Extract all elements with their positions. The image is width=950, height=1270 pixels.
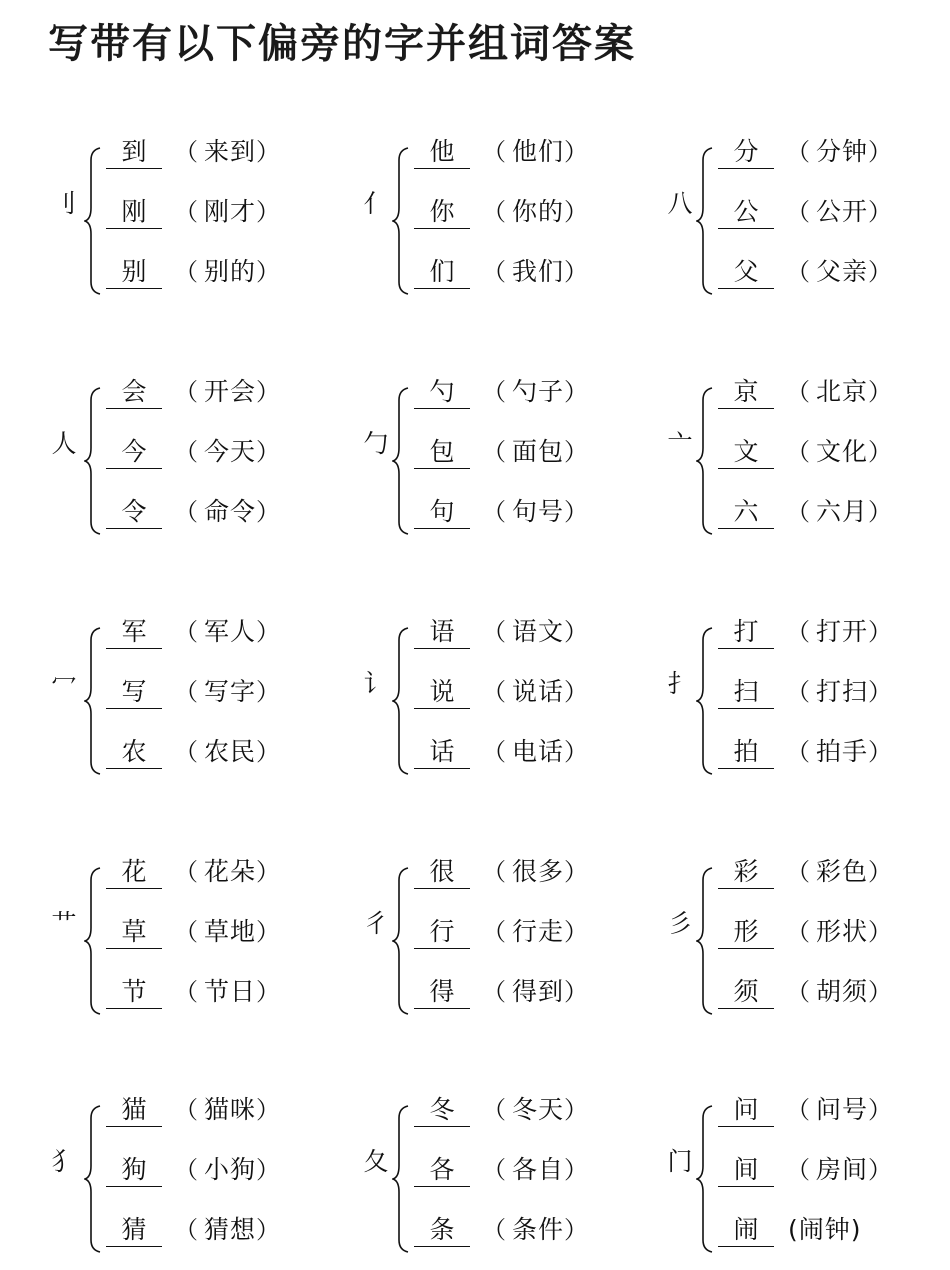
open-paren: （ [786,1156,810,1184]
answer-character: 彩 [718,856,774,889]
example-word: 他们 [512,137,565,166]
close-paren: ） [564,1216,589,1244]
answer-character: 刚 [106,196,162,229]
open-paren: （ [482,678,506,706]
character-row [414,970,588,1014]
example-word: 各自 [512,1155,565,1184]
answer-character: 勺 [414,376,470,409]
close-paren: ） [564,858,589,886]
close-paren: ） [564,498,589,526]
open-paren: （ [482,738,506,766]
answer-character: 各 [414,1154,470,1187]
answer-character: 条 [414,1214,470,1247]
radical-label: 夂 [363,1147,389,1176]
radical-label: 犭 [51,1147,77,1176]
open-paren: （ [482,858,506,886]
character-row [106,970,280,1014]
character-row [106,1148,280,1192]
character-row [718,850,892,894]
close-paren: ） [868,678,893,706]
answer-character: 分 [718,136,774,169]
answer-character: 写 [106,676,162,709]
close-paren: ） [256,918,281,946]
character-row [718,190,892,234]
open-paren: （ [482,498,506,526]
open-paren: （ [482,1156,506,1184]
character-row [414,610,588,654]
answer-character: 包 [414,436,470,469]
example-word: 得到 [512,977,565,1006]
radical-group [660,852,950,1032]
example-word: 说话 [512,677,565,706]
radical-group [660,132,950,312]
radical-group [356,132,656,312]
example-word: 句号 [512,497,565,526]
curly-brace [696,1104,716,1254]
close-paren: ） [868,918,893,946]
answer-character: 父 [718,256,774,289]
character-row [414,670,588,714]
character-row [414,130,588,174]
character-row [414,430,588,474]
open-paren: （ [482,618,506,646]
curly-brace [392,1104,412,1254]
character-row [414,850,588,894]
example-word: 草地 [204,917,257,946]
example-word: 分钟 [816,137,869,166]
character-row [414,190,588,234]
open-paren: （ [174,378,198,406]
character-row [106,370,280,414]
open-paren: （ [786,978,810,1006]
close-paren: ） [868,438,893,466]
answer-character: 草 [106,916,162,949]
example-word: 勺子 [512,377,565,406]
close-paren: ） [256,378,281,406]
open-paren: （ [482,258,506,286]
character-row [718,430,892,474]
radical-label: 冖 [51,669,77,698]
radical-label: 扌 [667,669,693,698]
radical-label: 刂 [51,189,77,218]
example-word: 开会 [204,377,257,406]
example-word: 猜想 [204,1215,257,1244]
answer-character: 拍 [718,736,774,769]
character-row [718,1148,892,1192]
example-word: 猫咪 [204,1095,257,1124]
close-paren: ） [256,1216,281,1244]
answer-character: 文 [718,436,774,469]
open-paren: （ [786,378,810,406]
radical-group [356,612,656,792]
open-paren: （ [174,918,198,946]
close-paren: ） [256,618,281,646]
radical-group [356,852,656,1032]
curly-brace [696,866,716,1016]
example-word: 冬天 [512,1095,565,1124]
curly-brace [696,386,716,536]
answer-character: 间 [718,1154,774,1187]
open-paren: （ [786,138,810,166]
answer-character: 猜 [106,1214,162,1247]
close-paren: ） [564,138,589,166]
close-paren: ） [868,138,893,166]
close-paren: ） [256,978,281,1006]
example-word: 拍手 [816,737,869,766]
page-title: 写带有以下偏旁的字并组词答案 [48,21,636,67]
close-paren: ） [564,678,589,706]
example-word: 命令 [204,497,257,526]
close-paren: ） [868,1096,893,1124]
radical-label: 勹 [363,429,389,458]
example-word: 别的 [204,257,257,286]
answer-character: 问 [718,1094,774,1127]
character-row [414,730,588,774]
answer-character: 令 [106,496,162,529]
radical-group [48,132,348,312]
answer-character: 打 [718,616,774,649]
character-row [106,850,280,894]
open-paren: （ [174,1156,198,1184]
answer-character: 会 [106,376,162,409]
character-row [414,1088,588,1132]
answer-character: 话 [414,736,470,769]
close-paren: ） [868,618,893,646]
close-paren: ） [868,738,893,766]
open-paren: （ [174,678,198,706]
answer-character: 你 [414,196,470,229]
character-row [718,730,892,774]
curly-brace [392,626,412,776]
example-word: 文化 [816,437,869,466]
radical-label: 亻 [363,189,389,218]
example-word: 房间 [816,1155,869,1184]
radical-group [660,612,950,792]
curly-brace [392,146,412,296]
example-word: 写字 [204,677,257,706]
open-paren: （ [482,138,506,166]
character-row [718,1208,862,1252]
curly-brace [392,866,412,1016]
curly-brace [84,146,104,296]
answer-character: 须 [718,976,774,1009]
curly-brace [392,386,412,536]
open-paren: （ [786,198,810,226]
radical-group [660,1090,950,1270]
example-word: 形状 [816,917,869,946]
open-paren: （ [482,1216,506,1244]
close-paren: ） [868,378,893,406]
answer-character: 狗 [106,1154,162,1187]
answer-character: 今 [106,436,162,469]
answer-character: 行 [414,916,470,949]
open-paren: （ [174,858,198,886]
open-paren: （ [786,918,810,946]
character-row [718,370,892,414]
answer-character: 别 [106,256,162,289]
open-paren: （ [786,858,810,886]
example-word: 问号 [816,1095,869,1124]
answer-character: 们 [414,256,470,289]
character-row [106,1208,280,1252]
close-paren: ） [256,498,281,526]
open-paren: （ [786,258,810,286]
open-paren: （ [174,438,198,466]
answer-character: 句 [414,496,470,529]
character-row [718,250,892,294]
close-paren: ） [868,978,893,1006]
example-word: 语文 [512,617,565,646]
character-row [414,490,588,534]
answer-character: 六 [718,496,774,529]
answer-character: 军 [106,616,162,649]
curly-brace [696,146,716,296]
radical-label: 彳 [363,909,389,938]
open-paren: （ [482,1096,506,1124]
answer-character: 闹 [718,1214,774,1247]
example-word: 公开 [816,197,869,226]
open-paren: （ [482,198,506,226]
answer-character: 很 [414,856,470,889]
character-row [718,1088,892,1132]
example-word: 我们 [512,257,565,286]
close-paren: ） [868,1156,893,1184]
answer-character: 节 [106,976,162,1009]
close-paren: ） [256,1156,281,1184]
close-paren: ） [868,258,893,286]
open-paren: （ [174,738,198,766]
close-paren: ） [256,738,281,766]
close-paren: ） [256,858,281,886]
close-paren: ） [564,378,589,406]
radical-label: 亠 [667,429,693,458]
answer-character: 形 [718,916,774,949]
close-paren: ） [564,738,589,766]
open-paren: （ [174,258,198,286]
character-row [106,190,280,234]
close-paren: ） [564,978,589,1006]
character-row [414,250,588,294]
example-word: 面包 [512,437,565,466]
radical-group [48,1090,348,1270]
example-word: 花朵 [204,857,257,886]
example-word: 打扫 [816,677,869,706]
example-word: 父亲 [816,257,869,286]
radical-label: 八 [667,189,693,218]
close-paren: ） [564,438,589,466]
open-paren: （ [786,498,810,526]
example-word: 条件 [512,1215,565,1244]
answer-character: 得 [414,976,470,1009]
character-row [414,910,588,954]
answer-character: 公 [718,196,774,229]
radical-group [356,372,656,552]
example-word: 胡须 [816,977,869,1006]
close-paren: ） [564,1096,589,1124]
answer-character: 他 [414,136,470,169]
character-row [718,970,892,1014]
radical-group [48,372,348,552]
radical-label: 艹 [51,909,77,938]
character-row [718,130,892,174]
curly-brace [84,626,104,776]
example-word: 彩色 [816,857,869,886]
example-word: 六月 [816,497,869,526]
open-paren: （ [786,678,810,706]
radical-label: 讠 [363,669,389,698]
open-paren: （ [786,618,810,646]
open-paren: （ [482,438,506,466]
close-paren: ） [868,198,893,226]
character-row [106,490,280,534]
character-row [414,1148,588,1192]
answer-character: 冬 [414,1094,470,1127]
close-paren: ） [256,198,281,226]
curly-brace [84,1104,104,1254]
close-paren: ） [564,258,589,286]
radical-label: 门 [667,1147,693,1176]
curly-brace [84,866,104,1016]
radical-group [48,852,348,1032]
character-row [718,610,892,654]
example-word: 刚才 [204,197,257,226]
answer-character: 猫 [106,1094,162,1127]
character-row [414,370,588,414]
example-word: 电话 [512,737,565,766]
curly-brace [84,386,104,536]
radical-label: 彡 [667,909,693,938]
character-row [106,430,280,474]
curly-brace [696,626,716,776]
example-word: 今天 [204,437,257,466]
example-word: (闹钟) [788,1215,862,1244]
character-row [718,910,892,954]
close-paren: ） [256,678,281,706]
open-paren: （ [482,918,506,946]
open-paren: （ [174,1096,198,1124]
open-paren: （ [482,378,506,406]
example-word: 小狗 [204,1155,257,1184]
radical-group [660,372,950,552]
example-word: 来到 [204,137,257,166]
open-paren: （ [174,978,198,1006]
example-word: 北京 [816,377,869,406]
answer-character: 语 [414,616,470,649]
close-paren: ） [256,438,281,466]
open-paren: （ [786,1096,810,1124]
example-word: 你的 [512,197,565,226]
open-paren: （ [174,198,198,226]
close-paren: ） [256,138,281,166]
open-paren: （ [482,978,506,1006]
example-word: 军人 [204,617,257,646]
open-paren: （ [174,138,198,166]
answer-character: 农 [106,736,162,769]
close-paren: ） [868,498,893,526]
character-row [106,130,280,174]
character-row [106,910,280,954]
character-row [106,670,280,714]
open-paren: （ [174,618,198,646]
close-paren: ） [256,258,281,286]
example-word: 打开 [816,617,869,646]
open-paren: （ [174,498,198,526]
character-row [106,610,280,654]
close-paren: ） [564,618,589,646]
answer-character: 到 [106,136,162,169]
character-row [106,250,280,294]
open-paren: （ [786,738,810,766]
open-paren: （ [174,1216,198,1244]
character-row [718,670,892,714]
radical-group [48,612,348,792]
example-word: 农民 [204,737,257,766]
close-paren: ） [564,198,589,226]
close-paren: ） [564,1156,589,1184]
answer-character: 花 [106,856,162,889]
answer-character: 扫 [718,676,774,709]
example-word: 行走 [512,917,565,946]
example-word: 很多 [512,857,565,886]
answer-character: 京 [718,376,774,409]
close-paren: ） [564,918,589,946]
character-row [718,490,892,534]
character-row [106,1088,280,1132]
example-word: 节日 [204,977,257,1006]
character-row [106,730,280,774]
radical-group [356,1090,656,1270]
close-paren: ） [868,858,893,886]
radical-label: 人 [51,429,77,458]
open-paren: （ [786,438,810,466]
character-row [414,1208,588,1252]
close-paren: ） [256,1096,281,1124]
answer-character: 说 [414,676,470,709]
